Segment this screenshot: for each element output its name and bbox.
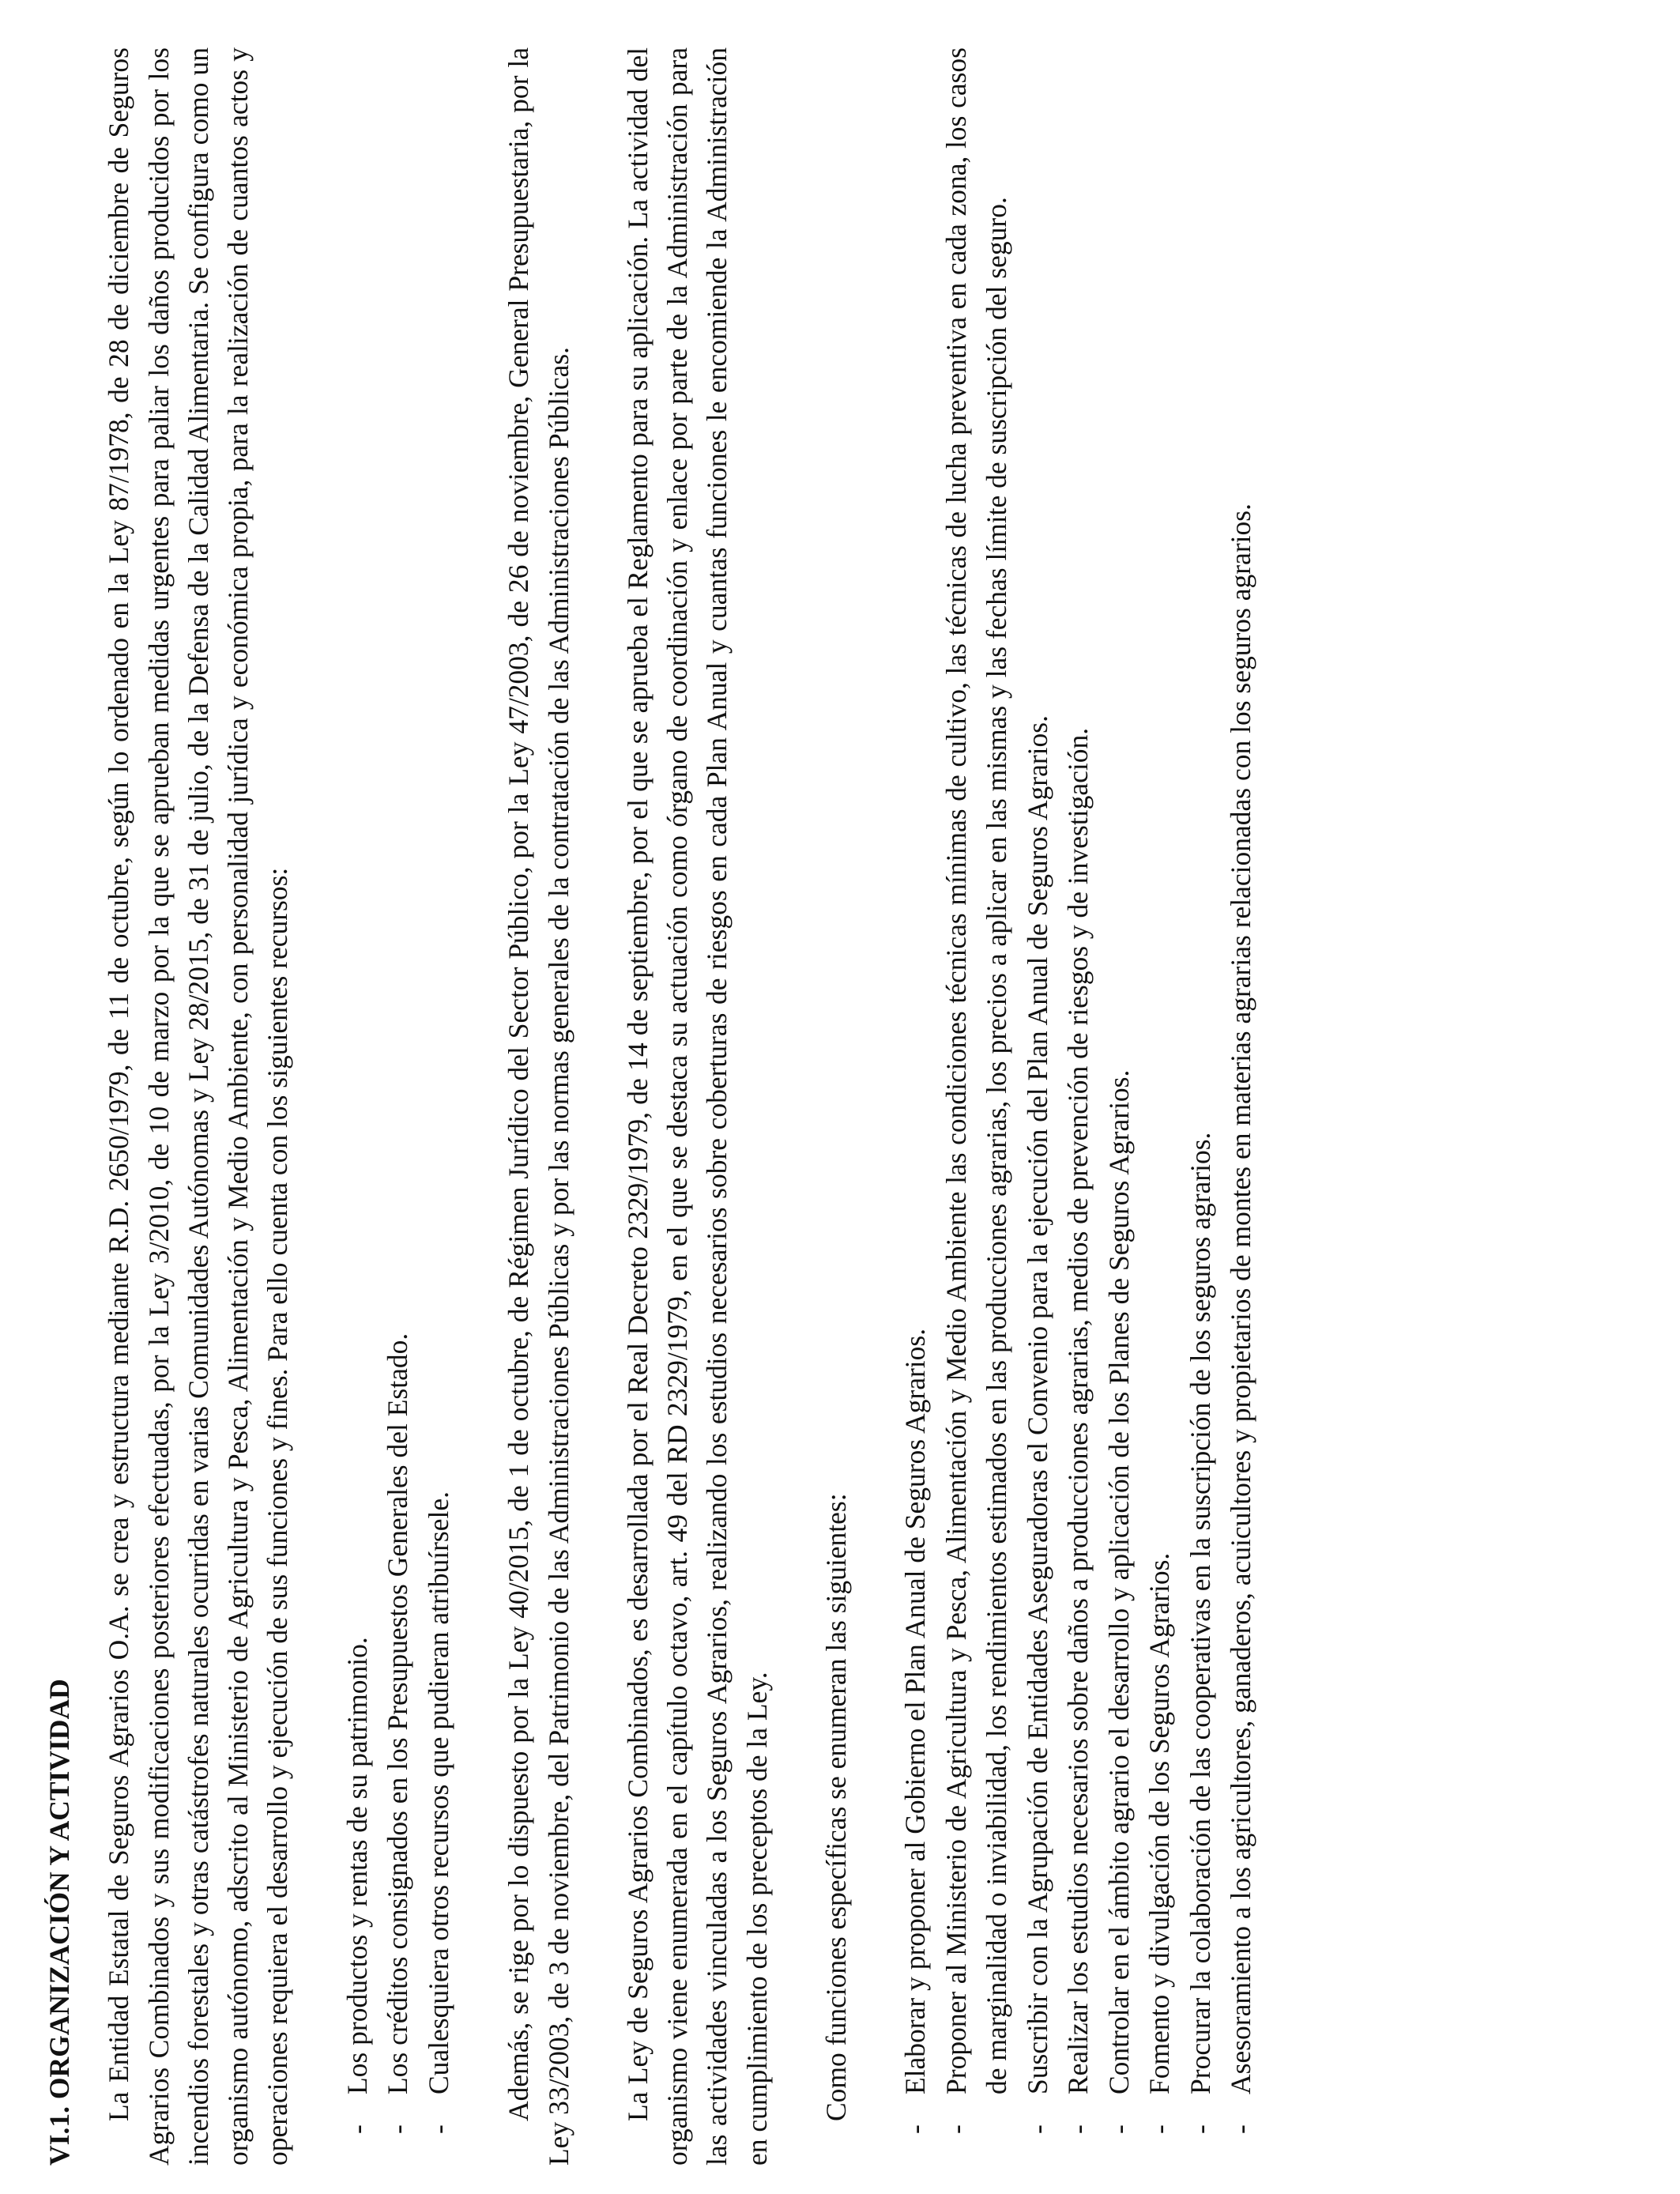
list-item: - Cualesquiera otros recursos que pudieran atribuírsele. bbox=[419, 47, 460, 2166]
paragraph-regulation: La Ley de Seguros Agrarios Combinados, es desarrollada por el Real Decreto 2329/1979, de 14 de septiembre, por el que se aprueba el Reglamento para su aplicación. La actividad del organismo viene enumerada en el capítulo octavo, art. 49 del RD 2329/1979, en el que se destaca su actuación como órgano de coordinación y enlace por parte de la Administración para las actividades vinculadas a los Seguros Agrarios, realizando los estudios necesarios sobre coberturas de riesgos en cada Plan Anual y cuantas funciones le encomiende la Administración en cumplimiento de los preceptos de la Ley. bbox=[621, 47, 773, 2166]
list-item: - Los productos y rentas de su patrimonio. bbox=[337, 47, 379, 2166]
list-item: - Elaborar y proponer al Gobierno el Plan Anual de Seguros Agrarios. bbox=[895, 47, 936, 2166]
list-item: - Controlar en el ámbito agrario el desarrollo y aplicación de los Planes de Seguros Agrarios. bbox=[1099, 47, 1140, 2166]
list-item: - Los créditos consignados en los Presupuestos Generales del Estado. bbox=[378, 47, 419, 2166]
list-item: - Realizar los estudios necesarios sobre daños a producciones agrarias, medios de prevención de riesgos y de investigación. bbox=[1058, 47, 1099, 2166]
list-item: - Fomento y divulgación de los Seguros Agrarios. bbox=[1139, 47, 1181, 2166]
paragraph-functions-intro: Como funciones específicas se enumeran las siguientes: bbox=[820, 1493, 853, 2121]
functions-list bbox=[895, 47, 1262, 2166]
list-item: - Asesoramiento a los agricultores, ganaderos, acuicultores y propietarios de montes en materias agrarias relacionadas con los seguros agrarios. bbox=[1221, 47, 1262, 2166]
paragraph-legal-framework: Además, se rige por lo dispuesto por la Ley 40/2015, de 1 de octubre, de Régimen Jurídico del Sector Público, por la Ley 47/2003, de 26 de noviembre, General Presupuestaria, por la Ley 33/2003, de 3 de noviembre, del Patrimonio de las Administraciones Públicas y por las normas generales de la contratación de las Administraciones Públicas. bbox=[503, 47, 574, 2166]
list-item: - Procurar la colaboración de las cooperativas en la suscripción de los seguros agrarios. bbox=[1181, 47, 1222, 2166]
paragraph-entity-creation: La Entidad Estatal de Seguros Agrarios O.A. se crea y estructura mediante R.D. 2650/1979, de 11 de octubre, según lo ordenado en la Ley 87/1978, de 28 de diciembre de Seguros Agrarios Combinados y sus modificaciones posteriores efectuadas, por la Ley 3/2010, de 10 de marzo por la que se aprueban medidas urgentes para paliar los daños producidos por los incendios forestales y otras catástrofes naturales ocurridas en varias Comunidades Autónomas y Ley 28/2015, de 31 de julio, de la Defensa de la Calidad Alimentaria. Se configura como un organismo autónomo, adscrito al Ministerio de Agricultura y Pesca, Alimentación y Medio Ambiente, con personalidad jurídica y económica propia, para la realización de cuantos actos y operaciones requiera el desarrollo y ejecución de sus funciones y fines. Para ello cuenta con los siguientes recursos: bbox=[103, 47, 294, 2166]
section-heading: VI.1. ORGANIZACIÓN Y ACTIVIDAD bbox=[43, 1679, 75, 2166]
list-item: - Suscribir con la Agrupación de Entidades Aseguradoras el Convenio para la ejecución del Plan Anual de Seguros Agrarios. bbox=[1018, 47, 1059, 2166]
list-item: - Proponer al Ministerio de Agricultura y Pesca, Alimentación y Medio Ambiente las condiciones técnicas mínimas de cultivo, las técnicas de lucha preventiva en cada zona, los casos de marginalidad o inviabilidad, los rendimientos estimados en las producciones agrarias, los precios a aplicar en las mismas y las fechas límite de suscripción del seguro. bbox=[936, 47, 1018, 2166]
resources-list bbox=[337, 47, 460, 2166]
document-body bbox=[40, 47, 1301, 2166]
